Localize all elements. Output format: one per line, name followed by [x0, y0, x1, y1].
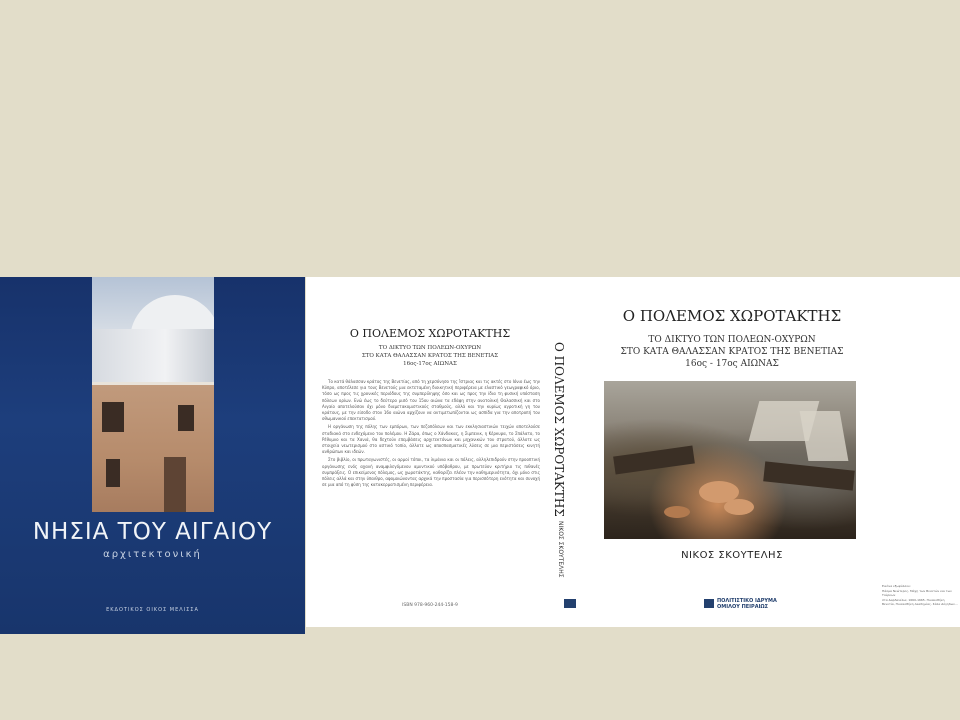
cover-photo	[92, 277, 214, 512]
front-flap	[880, 277, 960, 627]
publisher-logo-icon	[564, 599, 576, 608]
blurb-paragraph: Στο βιβλίο, οι πρωταγωνιστές, οι αρμοί τόποι, τα λιμάνια και οι πόλεις, αλληλεπιδρούν στην προοπτική οργάνωσης ενός αχανή αναμφιλεγόμενου αμυντικού υπόβαθρου, με πρωτεύον κριτήριο τις πιθανές συμπράξεις. Ο επικείμενος πόλεμος, ως χωροτάκτης, καθορίζει πλέον την καθημερινότητα, όχι μόνο στις πόλεις αλλά και στην ύπαιθρο, αφομοιώνοντας αρχικά την προστασία για περισσότερη ενότητα και συνοχή σε μια από τη φύση της κατακερματισμένη περιφέρεια.	[322, 457, 540, 488]
back-subtitle: ΤΟ ΔΙΚΤΥΟ ΤΩΝ ΠΟΛΕΩΝ-ΟΧΥΡΩΝ ΣΤΟ ΚΑΤΑ ΘΑΛΑΣΣΑΝ ΚΡΑΤΟΣ ΤΗΣ ΒΕΝΕΤΙΑΣ 16ος-17ος ΑΙΩΝΑΣ	[361, 345, 499, 367]
front-cover	[584, 277, 880, 627]
publisher-name: ΠΟΛΙΤΙΣΤΙΚΟ ΙΔΡΥΜΑ ΟΜΙΛΟΥ ΠΕΙΡΑΙΩΣ	[717, 598, 777, 610]
publisher-logo-icon	[704, 599, 714, 608]
back-cover	[306, 277, 554, 627]
blurb-paragraph: Η οργάνωση της πόλης των εμπόρων, των πεζοπόλεων και των εκκλησιαστικών τειχών αποτελούσε σταδιακά στο ενδεχόμενο του πολέμου. Η Ζάρα, όπως ο Χάνδακας, η Σιμπενικ, η Κέρκυρα, το Σπάλατο, το Ρέθυμνο και τα Χανιά, θα δεχτούν επεμβάσεις αρχιτεκτόνων και μηχανικών του στρατού, άλλοτε ως στοιχεία νεωτερισμού στο αστικό τοπίο, άλλοτε ως αποσπασματικές λύσεις σε μια περιστάσεις κινητή ανθρώπων και ιδεών.	[322, 424, 540, 455]
cover-publisher: ΕΚΔΟΤΙΚΟΣ ΟΙΚΟΣ ΜΕΛΙΣΣΑ	[106, 607, 199, 613]
back-title: Ο ΠΟΛΕΜΟΣ ΧΩΡΟΤΑΚΤΗΣ	[349, 327, 511, 340]
cover-image-credits: Εικόνα εξωφύλλου: Πάλμα Νεώτερος, Μάχη των Βενετών και των Τούρκων στα Δαρδανέλια, 1660-1665. Πινακοθήκη Βενετία, Πινακοθήκη Ακαδημίας. Σάλα Δόγηδων...	[882, 584, 958, 606]
cover-title: ΝΗΣΙΑ ΤΟΥ ΑΙΓΑΙΟΥ	[32, 519, 273, 545]
aegean-islands-book-cover	[0, 277, 305, 634]
spine	[554, 277, 584, 627]
cover-subtitle: αρχιτεκτονική	[103, 549, 202, 560]
war-book-jacket	[306, 277, 960, 627]
spine-author: ΝΙΚΟΣ ΣΚΟΥΤΕΛΗΣ	[557, 521, 564, 578]
back-blurb	[322, 379, 540, 490]
spine-title: Ο ΠΟΛΕΜΟΣ ΧΩΡΟΤΑΚΤΗΣ	[552, 342, 566, 517]
naval-battle-painting	[604, 381, 856, 539]
front-subtitle: ΤΟ ΔΙΚΤΥΟ ΤΩΝ ΠΟΛΕΩΝ-ΟΧΥΡΩΝ ΣΤΟ ΚΑΤΑ ΘΑΛΑΣΣΑΝ ΚΡΑΤΟΣ ΤΗΣ ΒΕΝΕΤΙΑΣ 16ος - 17ος ΑΙΩΝΑΣ	[620, 335, 844, 369]
isbn: ISBN 978-960-244-158-9	[402, 603, 458, 608]
blurb-paragraph: Το κατά θάλασσαν κράτος της Βενετίας, από τη χερσόνησο της Ίστριας και τις ακτές στο Ιόνιο έως την Κύπρο, αποτέλεσε για τους Βενετούς μια εκτεταμένη διοικητική περιφέρεια με ελαστικό γεωγραφικό όριο, τόσο ως προς τις χρονικές περιόδους της συμπερίληψης όσο και ως προς την ίδια τη φυσική υπόσταση πόλεων ορίων. Ενώ έως το δεύτερο μισό του 15ου αιώνα τα εδάφη στην ανατολική Θαλασσική και στο Αιγαίο αποτελούσαν όχι μόνο διαμετακομιστικούς σταθμούς, αλλά και την κυρίως αγροτική γη του κράτους, με την είσοδο στον 16ο αιώνα αρχίζουν να αντιμετωπίζονται ως ασπίδα για την αποτροπή του οθωμανικού επεκτατισμού.	[322, 379, 540, 422]
front-author: ΝΙΚΟΣ ΣΚΟΥΤΕΛΗΣ	[681, 550, 783, 561]
front-title: Ο ΠΟΛΕΜΟΣ ΧΩΡΟΤΑΚΤΗΣ	[622, 307, 842, 325]
